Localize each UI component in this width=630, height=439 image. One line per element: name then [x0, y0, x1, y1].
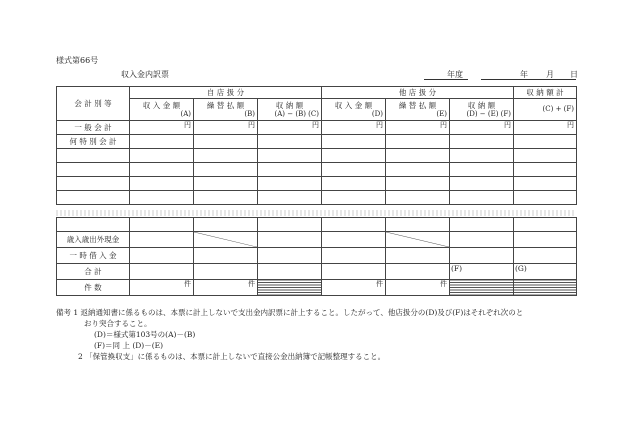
table-cell[interactable] — [258, 248, 322, 264]
table-cell[interactable] — [130, 264, 194, 280]
table-cell[interactable] — [514, 149, 577, 163]
date-underline — [481, 79, 576, 80]
table-cell[interactable] — [322, 191, 386, 205]
hatched-cell — [258, 280, 322, 296]
table-cell[interactable] — [130, 177, 194, 191]
hatched-cell — [514, 280, 577, 296]
table-cell[interactable] — [386, 149, 450, 163]
table-cell[interactable] — [57, 149, 130, 163]
col-c-header: 収 納 額 (A) − (B) (C) — [258, 99, 322, 121]
struck-cell — [194, 232, 258, 248]
yen-cell[interactable]: 円 — [322, 121, 386, 135]
table-cell-g[interactable]: (G) — [514, 264, 577, 280]
table-cell[interactable] — [258, 264, 322, 280]
table-cell[interactable] — [322, 248, 386, 264]
note-1c: (D)＝様式第103号の(A)－(B) — [94, 330, 196, 339]
table-cell[interactable] — [130, 218, 194, 232]
col-d-header: 収 入 金 額 (D) — [322, 99, 386, 121]
col-g-header: (C) + (F) — [514, 99, 577, 121]
count-cell[interactable]: 件 — [322, 280, 386, 296]
table-cell[interactable] — [130, 135, 194, 149]
table-cell[interactable] — [194, 264, 258, 280]
notes — [56, 307, 523, 362]
count-cell[interactable]: 件 — [386, 280, 450, 296]
table-cell[interactable] — [386, 264, 450, 280]
struck-cell — [386, 232, 450, 248]
table-cell[interactable] — [258, 163, 322, 177]
yen-cell[interactable]: 円 — [450, 121, 514, 135]
count-cell[interactable]: 件 — [130, 280, 194, 296]
yen-cell[interactable]: 円 — [258, 121, 322, 135]
table-cell[interactable] — [450, 191, 514, 205]
table-cell[interactable] — [57, 177, 130, 191]
yen-cell[interactable]: 円 — [194, 121, 258, 135]
row-count-label: 件 数 — [57, 280, 130, 296]
table-cell[interactable] — [57, 218, 130, 232]
table-cell[interactable] — [386, 163, 450, 177]
form-number: 様式第66号 — [56, 56, 99, 65]
table-cell[interactable] — [514, 163, 577, 177]
table-cell[interactable] — [57, 163, 130, 177]
table-cell[interactable] — [514, 218, 577, 232]
lower-table — [56, 217, 577, 296]
table-cell[interactable] — [194, 218, 258, 232]
date-month: 月 — [546, 70, 554, 79]
table-cell[interactable] — [322, 163, 386, 177]
table-cell[interactable] — [130, 232, 194, 248]
table-cell[interactable] — [322, 177, 386, 191]
table-cell[interactable] — [130, 149, 194, 163]
diagonal-strike — [194, 232, 257, 247]
row-cash-label: 歳入歳出外現金 — [57, 232, 130, 248]
table-cell[interactable] — [514, 248, 577, 264]
table-cell[interactable] — [386, 248, 450, 264]
table-cell[interactable] — [194, 149, 258, 163]
diagonal-strike — [386, 232, 449, 247]
other-store-header: 他 店 扱 分 — [322, 87, 514, 99]
table-cell[interactable] — [450, 248, 514, 264]
table-cell[interactable] — [450, 232, 514, 248]
table-break — [56, 210, 576, 216]
table-cell[interactable] — [386, 177, 450, 191]
table-cell[interactable] — [194, 163, 258, 177]
table-cell[interactable] — [194, 135, 258, 149]
table-cell[interactable] — [258, 218, 322, 232]
table-cell[interactable] — [258, 191, 322, 205]
note-2: 2 「保管換収支」に係るものは、本票に計上しないで直接公金出納簿で記帳整理すること。 — [78, 352, 386, 361]
date-year: 年 — [520, 70, 528, 79]
table-cell[interactable] — [194, 248, 258, 264]
row-sum-label: 合 計 — [57, 264, 130, 280]
hatched-cell — [450, 280, 514, 296]
row-general-label: 一 般 会 計 — [57, 121, 130, 135]
note-1d: (F)＝同 上 (D)－(E) — [94, 341, 164, 350]
table-cell[interactable] — [514, 191, 577, 205]
note-1a: 備考 1 返納通知書に係るものは、本票に計上しないで支出金内訳票に計上すること。したがって、他店扱分の(D)及び(F)はそれぞれ次のと — [56, 308, 524, 317]
table-cell[interactable] — [450, 163, 514, 177]
table-cell[interactable] — [322, 232, 386, 248]
col-f-header: 収 納 額 (D) − (E) (F) — [450, 99, 514, 121]
table-cell[interactable] — [258, 149, 322, 163]
table-cell[interactable] — [386, 218, 450, 232]
table-cell-f[interactable]: (F) — [450, 264, 514, 280]
table-cell[interactable] — [194, 177, 258, 191]
col-e-header: 繰 替 払 額 (E) — [386, 99, 450, 121]
yen-cell[interactable]: 円 — [386, 121, 450, 135]
table-cell[interactable] — [322, 218, 386, 232]
table-cell[interactable] — [57, 191, 130, 205]
table-cell[interactable] — [450, 218, 514, 232]
table-cell[interactable] — [386, 191, 450, 205]
date-day: 日 — [570, 70, 578, 79]
table-cell[interactable] — [258, 232, 322, 248]
table-cell[interactable] — [322, 135, 386, 149]
table-cell[interactable] — [450, 149, 514, 163]
own-store-header: 自 店 扱 分 — [130, 87, 322, 99]
row-temp-loan-label: 一 時 借 入 金 — [57, 248, 130, 264]
table-cell[interactable] — [514, 177, 577, 191]
total-header: 収 納 額 計 — [514, 87, 577, 99]
count-cell[interactable]: 件 — [194, 280, 258, 296]
category-header: 会 計 別 等 — [57, 87, 130, 121]
table-cell[interactable] — [514, 135, 577, 149]
table-cell[interactable] — [258, 177, 322, 191]
note-1b: おり突合すること。 — [84, 319, 152, 328]
upper-table — [56, 86, 577, 205]
table-cell[interactable] — [194, 191, 258, 205]
col-a-header: 収 入 金 額 (A) — [130, 99, 194, 121]
table-cell[interactable] — [130, 248, 194, 264]
table-cell[interactable] — [258, 135, 322, 149]
table-cell[interactable] — [450, 177, 514, 191]
table-cell[interactable] — [322, 149, 386, 163]
nendo-label: 年度 — [447, 70, 463, 79]
row-special-label: 何 特 別 会 計 — [57, 135, 130, 149]
table-cell[interactable] — [386, 135, 450, 149]
table-cell[interactable] — [322, 264, 386, 280]
yen-cell[interactable]: 円 — [514, 121, 577, 135]
table-cell[interactable] — [130, 163, 194, 177]
table-cell[interactable] — [130, 191, 194, 205]
yen-cell[interactable]: 円 — [130, 121, 194, 135]
col-b-header: 繰 替 払 額 (B) — [194, 99, 258, 121]
table-cell[interactable] — [450, 135, 514, 149]
table-cell[interactable] — [514, 232, 577, 248]
form-title: 収入金内訳票 — [121, 70, 169, 79]
